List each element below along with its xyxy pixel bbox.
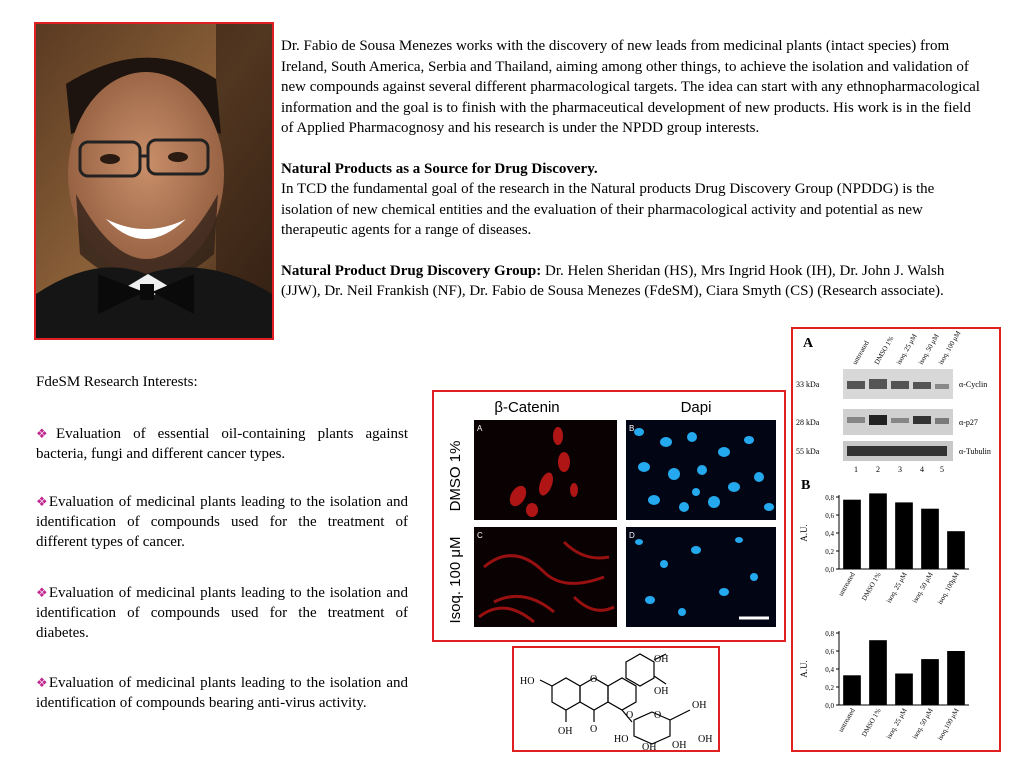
bio-paragraph: Dr. Fabio de Sousa Menezes works with the discovery of new leads from medicinal plants (intact species) from Ireland, South America, Serbia and Thailand, aiming among other things, to achieve the isolation and validation of new compounds against several different pharmacological targets. The idea can start with any ethnopharmacological information and the goal is to finish with the pharmaceutical development of new products. His work is in the field of Applied Pharmacognosy and his research is under the NPDD group interests.	[281, 38, 980, 136]
chem-label: OH	[558, 726, 573, 737]
dapi-label: Dapi	[680, 399, 712, 416]
panel-c-letter: C	[477, 531, 483, 540]
x-tick-label: untreated	[836, 571, 857, 598]
x-tick-label: untreated	[836, 707, 857, 734]
diamond-bullet-icon: ❖	[36, 585, 49, 600]
interest-text: Evaluation of medicinal plants leading to the isolation and identification of compounds bearing anti-virus activity.	[36, 675, 408, 711]
panel-a-label: A	[803, 336, 814, 351]
chem-label: HO	[520, 676, 535, 687]
structure-svg	[514, 648, 718, 750]
y-tick-label: 0,2	[825, 548, 834, 556]
section-heading: Natural Products as a Source for Drug Discovery.	[281, 160, 598, 177]
lane-number: 4	[920, 465, 924, 474]
group-heading: Natural Product Drug Discovery Group:	[281, 262, 542, 279]
bio-section	[281, 36, 981, 322]
interest-item	[36, 424, 408, 464]
bar	[843, 675, 861, 705]
protein-label: α-Cyclin	[959, 380, 988, 389]
y-tick-label: 0,4	[825, 666, 834, 674]
interest-item	[36, 583, 408, 643]
beta-catenin-label: β-Catenin	[494, 399, 560, 416]
western-blot-figure	[791, 327, 1001, 752]
interest-text: Evaluation of essential oil-containing plants against bacteria, fungi and different cancer types.	[36, 426, 409, 462]
y-tick-label: 0,6	[825, 648, 834, 656]
chem-label: OH	[692, 700, 707, 711]
y-tick-label: 0,6	[825, 512, 834, 520]
panel-c	[474, 527, 617, 627]
bar	[843, 500, 861, 569]
western-blot-svg	[793, 329, 999, 750]
lane-label: isoq. 25 μM	[894, 332, 919, 366]
chem-label: O	[654, 710, 662, 721]
x-tick-label: isoq. 50 μM	[910, 571, 935, 605]
weight-label: 55 kDa	[796, 447, 820, 456]
group-members: Dr. Helen Sheridan (HS), Mrs Ingrid Hook (IH), Dr. John J. Walsh (JJW), Dr. Neil Frankish (NF), Dr. Fabio de Sousa Menezes (FdeSM), Ciara Smyth (CS) (Research associate).	[281, 262, 945, 299]
bar	[895, 502, 913, 569]
x-tick-label: isoq. 50 μM	[910, 707, 935, 741]
x-tick-label: isoq. 25 μM	[884, 707, 909, 741]
diamond-bullet-icon: ❖	[36, 494, 49, 509]
microscopy-figure	[432, 390, 786, 642]
chem-label: OH	[654, 686, 669, 697]
isoq-row-label: Isoq. 100 μM	[447, 536, 464, 624]
y-tick-label: 0,4	[825, 530, 834, 538]
lane-number: 3	[898, 465, 902, 474]
protein-label: α-Tubulin	[959, 447, 991, 456]
bar	[869, 493, 887, 569]
x-tick-label: isoq. 100μM	[935, 571, 961, 606]
interests-title: FdeSM Research Interests:	[36, 374, 198, 390]
lane-number: 5	[940, 465, 944, 474]
bar	[921, 509, 939, 569]
protein-label: α-p27	[959, 418, 978, 427]
weight-label: 33 kDa	[796, 380, 820, 389]
chem-label: O	[590, 674, 598, 685]
microscopy-svg	[434, 392, 784, 640]
y-tick-label: 0,0	[825, 702, 834, 710]
lane-number: 1	[854, 465, 858, 474]
x-tick-label: isoq.100 μM	[935, 707, 961, 742]
dmso-row-label: DMSO 1%	[447, 440, 464, 512]
x-tick-label: DMSO 1%	[860, 571, 883, 603]
panel-b-letter: B	[629, 424, 635, 433]
chem-label: HO	[614, 734, 629, 745]
section-body: In TCD the fundamental goal of the research in the Natural products Drug Discovery Group (NPDDG) is the isolation of new chemical entities and the evaluation of their pharmacological activity and potential as new therapeutic agents for a range of diseases.	[281, 181, 935, 238]
interest-item	[36, 492, 408, 552]
y-tick-label: 0,2	[825, 684, 834, 692]
panel-d-letter: D	[629, 531, 635, 540]
y-tick-label: 0,8	[825, 630, 834, 638]
bio-section-2	[281, 159, 981, 241]
chem-label: OH	[698, 734, 713, 745]
bar	[921, 659, 939, 705]
chem-label: O	[590, 724, 598, 735]
chem-label: O	[626, 710, 634, 721]
x-tick-label: DMSO 1%	[860, 707, 883, 739]
bio-section-3	[281, 261, 981, 302]
panel-a-letter: A	[477, 424, 483, 433]
interest-text: Evaluation of medicinal plants leading to the isolation and identification of compounds used for the treatment of diabetes.	[36, 585, 408, 641]
y-tick-label: 0,0	[825, 566, 834, 574]
bar	[947, 531, 965, 569]
lane-label: DMSO 1%	[872, 334, 896, 366]
y-tick-label: 0,8	[825, 494, 834, 502]
diamond-bullet-icon: ❖	[36, 426, 56, 441]
interest-item	[36, 673, 408, 713]
panel-b-label: B	[801, 478, 811, 493]
y-axis-label: A.U.	[799, 524, 809, 542]
lane-label: untreated	[850, 339, 871, 366]
bar	[895, 674, 913, 706]
diamond-bullet-icon: ❖	[36, 675, 49, 690]
portrait-photo	[34, 22, 274, 340]
lane-label: isoq. 50 μM	[916, 332, 941, 366]
x-tick-label: isoq. 25 μM	[884, 571, 909, 605]
chem-label: OH	[672, 740, 687, 750]
bar	[947, 651, 965, 705]
bar	[869, 640, 887, 705]
chem-label: OH	[654, 654, 669, 665]
weight-label: 28 kDa	[796, 418, 820, 427]
lane-number: 2	[876, 465, 880, 474]
panel-a	[474, 420, 617, 520]
interest-text: Evaluation of medicinal plants leading to the isolation and identification of compounds used for the treatment of different types of cancer.	[36, 494, 408, 550]
portrait-image	[36, 24, 272, 338]
lane-label: isoq. 100 μM	[936, 329, 963, 366]
y-axis-label: A.U.	[799, 660, 809, 678]
chemical-structure	[512, 646, 720, 752]
chem-label: OH	[642, 742, 657, 750]
